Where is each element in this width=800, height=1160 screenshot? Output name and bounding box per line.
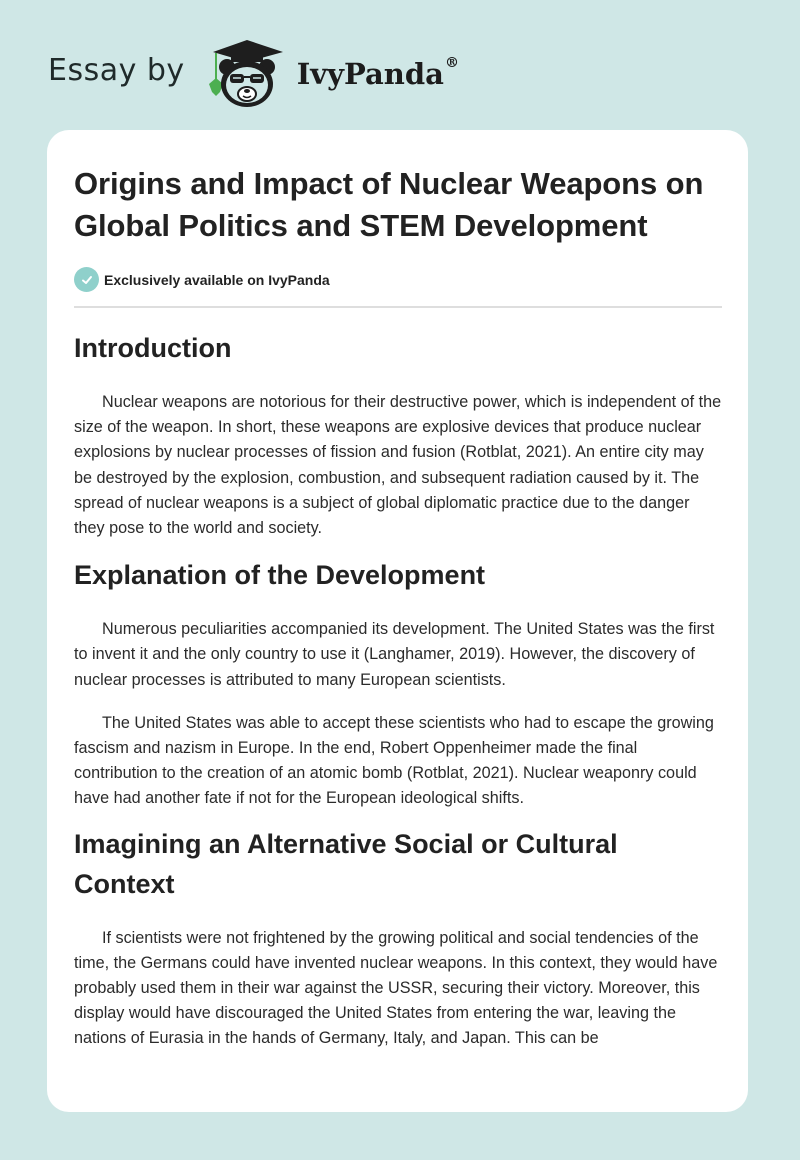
section-introduction — [74, 328, 722, 541]
section-heading: Explanation of the Development — [74, 560, 486, 591]
brand-name-text: IvyPanda — [296, 57, 444, 91]
section-heading: Imagining an Alternative Social or Cultural Context — [74, 828, 618, 899]
brand-header — [48, 34, 459, 110]
paragraph: Nuclear weapons are notorious for their destructive power, which is independent of the size of the weapon. In short, these weapons are explosive devices that produce nuclear explosions by nuclear processes of fission and fusion (Rotblat, 2021). An entire city may be destroyed by the explosion, combustion, and subsequent radiation caused by it. The spread of nuclear weapons is a subject of global diplomatic practice due to the danger they pose to the world and society. — [74, 393, 722, 538]
paragraph: Numerous peculiarities accompanied its development. The United States was the first to invent it and the only country to use it (Langhamer, 2019). However, the discovery of nuclear processes is attributed to many European scientists. — [74, 620, 715, 689]
panda-graduate-icon — [203, 34, 291, 110]
section-explanation — [74, 555, 722, 811]
divider — [74, 306, 722, 308]
exclusive-badge — [74, 267, 722, 292]
paragraph: The United States was able to accept these scientists who had to escape the growing fascism and nazism in Europe. In the end, Robert Oppenheimer made the final contribution to the creation of an atomic bomb (Rotblat, 2021). Nuclear weaponry could have had another fate if not for the European ideological shifts. — [74, 713, 714, 808]
section-alternative-context — [74, 824, 722, 1052]
essay-card — [47, 130, 748, 1112]
brand-name — [297, 57, 459, 91]
registered-mark: ® — [444, 55, 459, 71]
section-heading: Introduction — [74, 333, 232, 363]
check-circle-icon — [74, 267, 99, 292]
brand-prefix: Essay by — [48, 52, 185, 88]
essay-title: Origins and Impact of Nuclear Weapons on Global Politics and STEM Development — [74, 166, 704, 243]
exclusive-label: Exclusively available on IvyPanda — [104, 271, 330, 288]
paragraph: If scientists were not frightened by the growing political and social tendencies of the time, the Germans could have invented nuclear weapons. In this context, they would have probably used them in their war against the USSR, securing their victory. Moreover, this display would have discouraged the United States from entering the war, leaving the nations of Eurasia in the hands of Germany, Italy, and Japan. This can be — [74, 928, 718, 1048]
